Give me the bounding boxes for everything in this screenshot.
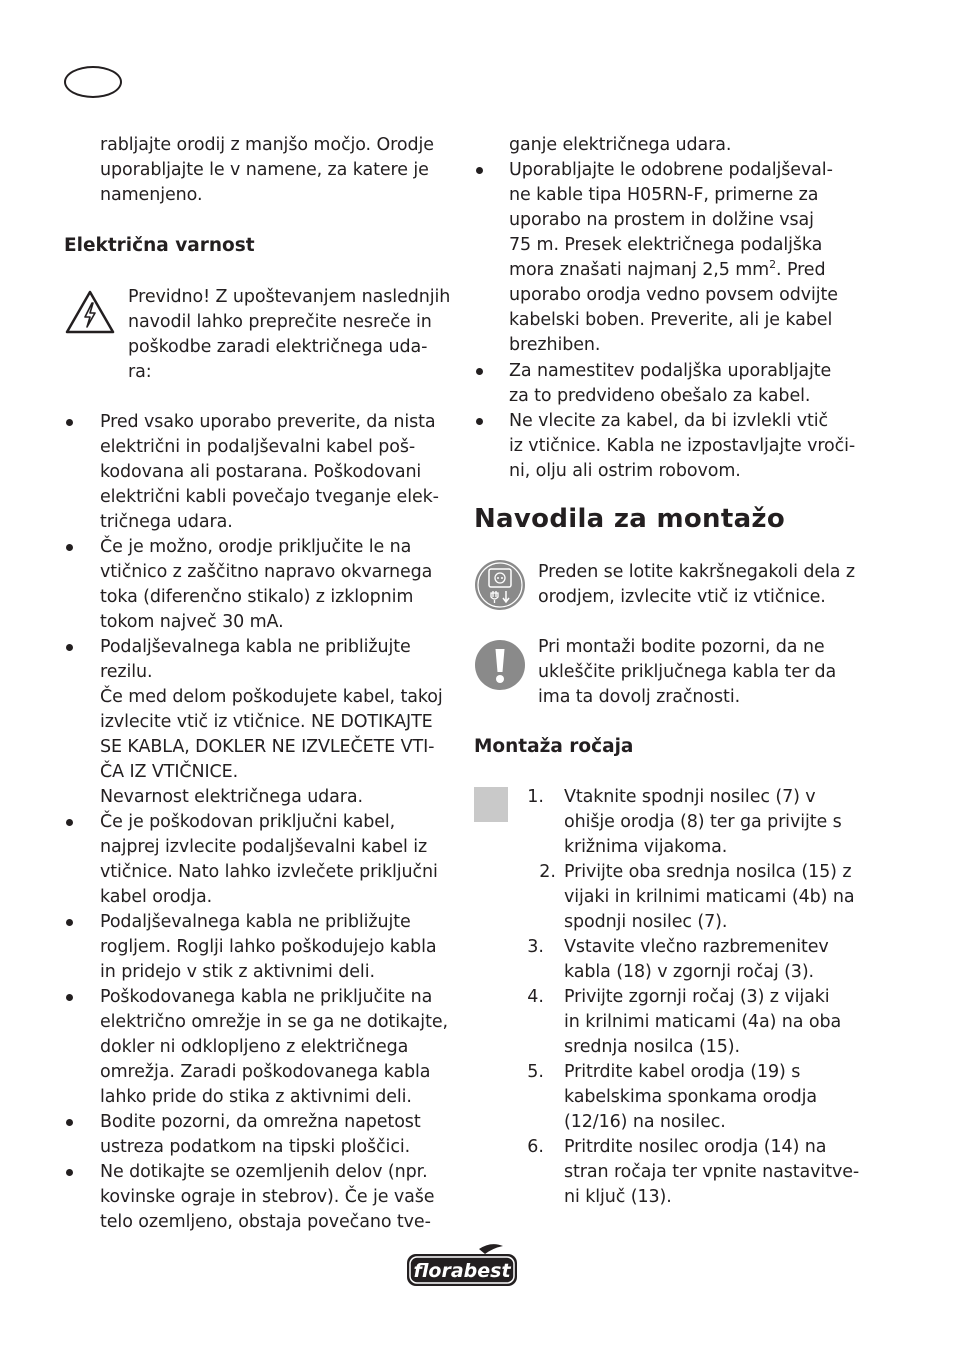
- bullet-line: kabelski boben. Preverite, ali je kabel: [509, 310, 833, 330]
- bullet-line: tokom največ 30 mA.: [100, 612, 284, 632]
- bullet-dot: [474, 359, 484, 384]
- step-line: srednja nosilca (15).: [564, 1037, 740, 1057]
- bullet-line: ne kable tipa H05RN-F, primerne za: [509, 185, 819, 205]
- step-number: 3.: [527, 937, 544, 957]
- bullet-line: rezilu.: [100, 662, 153, 682]
- bullet-dot: [64, 535, 74, 560]
- bullet-line: Uporabljajte le odobrene podaljševal-: [509, 160, 833, 180]
- bullet-dot: [64, 1110, 74, 1135]
- bullet-line: brezhiben.: [509, 335, 601, 355]
- bullet-line: rogljem. Roglji lahko poškodujejo kabla: [100, 937, 437, 957]
- step-line: Vstavite vlečno razbremenitev: [564, 937, 829, 957]
- electric-hazard-icon: [64, 289, 116, 335]
- bullet-line: Ne vlecite za kabel, da bi izvlekli vtič: [509, 411, 829, 431]
- bullet-line: Če je poškodovan priključni kabel,: [100, 812, 396, 832]
- warning-line: navodil lahko preprečite nesreče in: [128, 312, 432, 332]
- step-line: ohišje orodja (8) ter ga privijte s: [564, 812, 842, 832]
- step-number: 2.: [539, 862, 556, 882]
- bullet-line: telo ozemljeno, obstaja povečano tve-: [100, 1212, 431, 1232]
- step-line: ni ključ (13).: [564, 1187, 672, 1207]
- step-line: spodnji nosilec (7).: [564, 912, 728, 932]
- bullet-line: Nevarnost električnega udara.: [100, 787, 363, 807]
- step-line: Pritrdite kabel orodja (19) s: [564, 1062, 801, 1082]
- note-line: Preden se lotite kakršnegakoli dela z: [538, 562, 855, 582]
- bullet-line: omrežja. Zaradi poškodovanega kabla: [100, 1062, 431, 1082]
- continued-line: ganje električnega udara.: [509, 135, 732, 155]
- note-line: ima ta dovolj zračnosti.: [538, 687, 741, 707]
- bullet-line: Poškodovanega kabla ne priključite na: [100, 987, 433, 1007]
- bullet-line: kovinske ograje in stebrov). Če je vaše: [100, 1187, 435, 1207]
- step-line: kabelskima sponkama orodja: [564, 1087, 817, 1107]
- step-line: stran ročaja ter vpnite nastavitve-: [564, 1162, 860, 1182]
- bullet-line: ustreza podatkom na tipski ploščici.: [100, 1137, 411, 1157]
- language-badge: [64, 66, 122, 98]
- bullet-line: 75 m. Presek električnega podaljška: [509, 235, 823, 255]
- note-line: orodjem, izvlecite vtič iz vtičnice.: [538, 587, 826, 607]
- step-number: 1.: [527, 787, 544, 807]
- step-line: kabla (18) v zgornji ročaj (3).: [564, 962, 815, 982]
- bullet-line: Za namestitev podaljška uporabljajte: [509, 361, 832, 381]
- bullet-dot: [64, 985, 74, 1010]
- bullet-line: Podaljševalnega kabla ne približujte: [100, 637, 411, 657]
- bullet-line: tričnega udara.: [100, 512, 233, 532]
- bullet-dot: [474, 409, 484, 434]
- bullet-line: [509, 258, 826, 283]
- bullet-dot: [64, 410, 74, 435]
- step-line: križnima vijakoma.: [564, 837, 728, 857]
- bullet-line: uporabo orodja vedno povsem odvijte: [509, 285, 838, 305]
- bullet-line: Če med delom poškodujete kabel, takoj: [100, 687, 443, 707]
- intro-line: namenjeno.: [100, 185, 203, 205]
- step-line: Privijte zgornji ročaj (3) z vijaki: [564, 987, 830, 1007]
- bullet-dot: [64, 910, 74, 935]
- bullet-line: kodovana ali postarana. Poškodovani: [100, 462, 422, 482]
- attention-icon: [474, 639, 526, 691]
- note-line: Pri montaži bodite pozorni, da ne: [538, 637, 825, 657]
- note-line: ukleščite priključnega kabla ter da: [538, 662, 837, 682]
- bullet-line: SE KABLA, DOKLER NE IZVLEČETE VTI-: [100, 737, 435, 757]
- bullet-line: in pridejo v stik z aktivnimi deli.: [100, 962, 375, 982]
- bullet-line-text: . Pred: [776, 260, 826, 280]
- bullet-dot: [474, 158, 484, 183]
- bullet-dot: [64, 810, 74, 835]
- bullet-dot: [64, 635, 74, 660]
- bullet-line: Podaljševalnega kabla ne približujte: [100, 912, 411, 932]
- logo-text: florabest: [413, 1260, 511, 1282]
- bullet-line: Če je možno, orodje priključite le na: [100, 537, 412, 557]
- bullet-line-text: mora znašati najmanj 2,5 mm: [509, 260, 770, 280]
- bullet-line: lahko pride do stika z aktivnimi deli.: [100, 1087, 412, 1107]
- figure-reference-box: [474, 787, 508, 822]
- step-line: in krilnimi maticami (4a) na oba: [564, 1012, 842, 1032]
- bullet-line: najprej izvlecite podaljševalni kabel iz: [100, 837, 428, 857]
- subheading-handle-assembly: Montaža ročaja: [474, 736, 634, 757]
- step-number: 4.: [527, 987, 544, 1007]
- bullet-line: kabel orodja.: [100, 887, 213, 907]
- bullet-line: ČA IZ VTIČNICE.: [100, 762, 239, 782]
- bullet-line: Ne dotikajte se ozemljenih delov (npr.: [100, 1162, 428, 1182]
- step-line: Vtaknite spodnji nosilec (7) v: [564, 787, 816, 807]
- bullet-line: uporabo na prostem in dolžine vsaj: [509, 210, 814, 230]
- warning-line: ra:: [128, 362, 152, 382]
- bullet-dot: [64, 1160, 74, 1185]
- warning-line: Previdno! Z upoštevanjem naslednjih: [128, 287, 451, 307]
- bullet-line: vtičnico z zaščitno napravo okvarnega: [100, 562, 433, 582]
- bullet-line: toka (diferenčno stikalo) z izklopnim: [100, 587, 414, 607]
- step-line: (12/16) na nosilec.: [564, 1112, 726, 1132]
- bullet-line: dokler ni odklopljeno z električnega: [100, 1037, 409, 1057]
- section-heading-electrical-safety: Električna varnost: [64, 235, 255, 256]
- bullet-line: električno omrežje in se ga ne dotikajte,: [100, 1012, 448, 1032]
- intro-line: uporabljajte le v namene, za katere je: [100, 160, 429, 180]
- bullet-line: izvlecite vtič iz vtičnice. NE DOTIKAJTE: [100, 712, 433, 732]
- superscript: 2: [769, 258, 777, 272]
- unplug-icon: [474, 559, 526, 611]
- warning-line: poškodbe zaradi električnega uda-: [128, 337, 428, 357]
- step-line: Privijte oba srednja nosilca (15) z: [564, 862, 852, 882]
- bullet-line: ni, olju ali ostrim robovom.: [509, 461, 741, 481]
- bullet-line: Bodite pozorni, da omrežna napetost: [100, 1112, 421, 1132]
- step-line: vijaki in krilnimi maticami (4b) na: [564, 887, 855, 907]
- bullet-line: električni kabli povečajo tveganje elek-: [100, 487, 439, 507]
- bullet-line: Pred vsako uporabo preverite, da nista: [100, 412, 436, 432]
- step-number: 5.: [527, 1062, 544, 1082]
- step-number: 6.: [527, 1137, 544, 1157]
- bullet-line: vtičnice. Nato lahko izvlečete priključni: [100, 862, 438, 882]
- bullet-line: za to predvideno obešalo za kabel.: [509, 386, 811, 406]
- bullet-line: električni in podaljševalni kabel poš-: [100, 437, 416, 457]
- intro-line: rabljajte orodij z manjšo močjo. Orodje: [100, 135, 434, 155]
- step-line: Pritrdite nosilec orodja (14) na: [564, 1137, 827, 1157]
- section-title-assembly: Navodila za montažo: [474, 504, 786, 534]
- bullet-line: iz vtičnice. Kabla ne izpostavljajte vroči-: [509, 436, 856, 456]
- florabest-logo: [405, 1242, 519, 1290]
